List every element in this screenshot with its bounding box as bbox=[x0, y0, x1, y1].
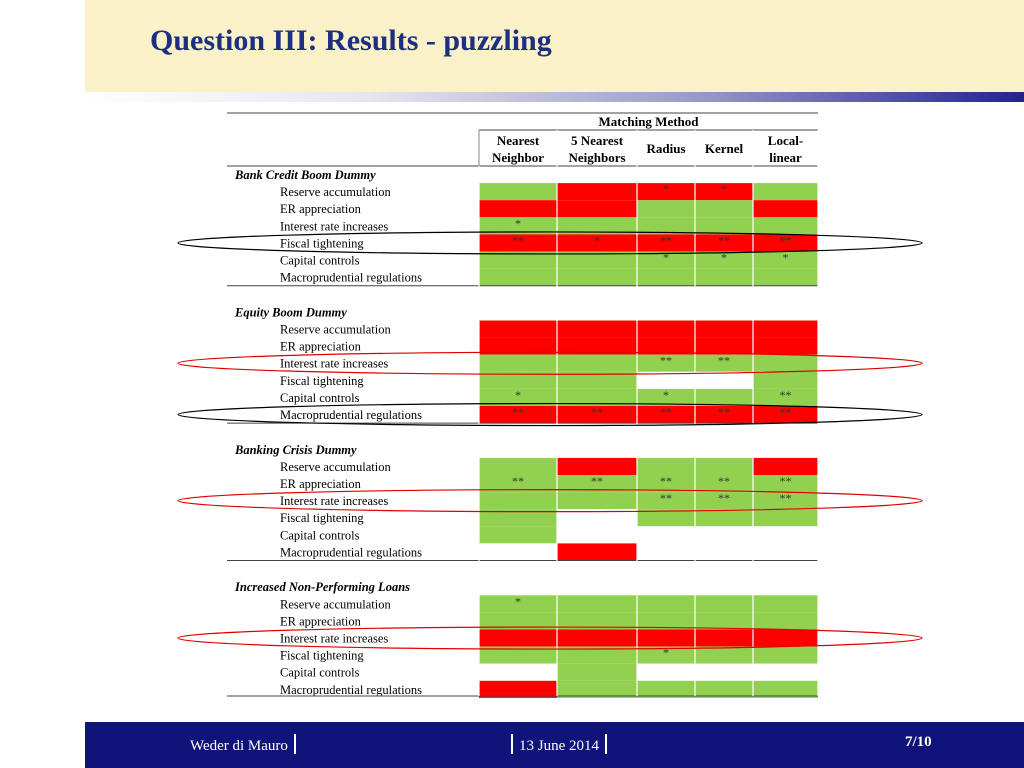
footer-separator bbox=[605, 734, 607, 754]
result-cell bbox=[637, 681, 695, 698]
result-cell bbox=[557, 458, 637, 475]
row-label: ER appreciation bbox=[280, 477, 361, 491]
result-cell bbox=[479, 200, 557, 217]
result-cell bbox=[479, 526, 557, 543]
significance-stars: * bbox=[782, 250, 789, 265]
significance-stars: * bbox=[663, 250, 669, 265]
significance-stars: ** bbox=[660, 405, 672, 419]
row-label: Fiscal tightening bbox=[280, 648, 364, 663]
result-cell bbox=[695, 269, 753, 286]
method-header-1: Nearest bbox=[496, 133, 540, 148]
significance-stars: ** bbox=[718, 491, 730, 506]
result-cell bbox=[753, 183, 818, 200]
result-cell bbox=[695, 372, 753, 389]
result-cell bbox=[557, 183, 637, 200]
significance-stars: ** bbox=[779, 387, 792, 402]
significance-stars: ** bbox=[512, 405, 524, 419]
result-cell bbox=[695, 612, 753, 629]
result-cell bbox=[637, 458, 695, 475]
result-cell bbox=[479, 355, 557, 372]
result-cell bbox=[695, 647, 753, 664]
result-cell bbox=[557, 630, 637, 647]
result-cell bbox=[753, 630, 818, 647]
result-cell bbox=[753, 595, 818, 612]
result-cell bbox=[695, 458, 753, 475]
result-cell bbox=[753, 664, 818, 681]
result-cell bbox=[557, 595, 637, 612]
result-cell bbox=[695, 630, 753, 647]
result-cell bbox=[557, 681, 637, 698]
result-cell bbox=[557, 492, 637, 509]
result-cell bbox=[753, 647, 818, 664]
significance-stars: * bbox=[721, 182, 727, 197]
result-cell bbox=[753, 321, 818, 338]
result-cell bbox=[753, 681, 818, 698]
row-label: Interest rate increases bbox=[280, 356, 389, 371]
significance-stars: ** bbox=[591, 405, 603, 419]
result-cell bbox=[695, 526, 753, 543]
row-label: Fiscal tightening bbox=[280, 373, 364, 388]
result-cell bbox=[479, 543, 557, 560]
row-label: ER appreciation bbox=[280, 202, 361, 217]
significance-stars: ** bbox=[718, 353, 730, 368]
footer-bar bbox=[85, 722, 1024, 768]
result-cell bbox=[695, 509, 753, 526]
result-cell bbox=[753, 526, 818, 543]
section-title: Bank Credit Boom Dummy bbox=[235, 168, 376, 182]
method-header-4: Kernel bbox=[704, 141, 744, 156]
footer-author: Weder di Mauro bbox=[190, 734, 302, 755]
result-cell bbox=[753, 543, 818, 560]
result-cell bbox=[557, 526, 637, 543]
row-label: Macroprudential regulations bbox=[280, 408, 422, 422]
row-label: Fiscal tightening bbox=[280, 511, 364, 526]
result-cell bbox=[557, 200, 637, 217]
row-label: Macroprudential regulations bbox=[280, 270, 422, 285]
result-cell bbox=[557, 355, 637, 372]
method-header-3: Radius bbox=[646, 141, 686, 156]
result-cell bbox=[637, 543, 695, 560]
result-cell bbox=[557, 664, 637, 681]
result-cell bbox=[479, 630, 557, 647]
significance-stars: ** bbox=[591, 474, 603, 488]
row-label: Interest rate increases bbox=[280, 631, 389, 646]
significance-stars: * bbox=[663, 645, 669, 660]
result-cell bbox=[479, 681, 557, 698]
result-cell bbox=[695, 200, 753, 217]
result-cell bbox=[637, 269, 695, 286]
result-cell bbox=[753, 355, 818, 372]
row-label: Capital controls bbox=[280, 528, 360, 543]
significance-stars: ** bbox=[660, 474, 672, 488]
result-cell bbox=[637, 664, 695, 681]
significance-stars: ** bbox=[660, 353, 672, 368]
row-label: Capital controls bbox=[280, 665, 360, 680]
result-cell bbox=[753, 338, 818, 355]
row-label: Reserve accumulation bbox=[280, 322, 391, 337]
result-cell bbox=[753, 269, 818, 286]
result-cell bbox=[479, 183, 557, 200]
result-cell bbox=[695, 338, 753, 355]
footer-date: 13 June 2014 bbox=[505, 734, 613, 755]
result-cell bbox=[695, 664, 753, 681]
significance-stars: * bbox=[515, 216, 521, 231]
result-cell bbox=[753, 458, 818, 475]
result-cell bbox=[637, 200, 695, 217]
method-header-2: 5 Nearest bbox=[570, 133, 624, 148]
result-cell bbox=[637, 595, 695, 612]
significance-stars: ** bbox=[512, 474, 524, 488]
result-cell bbox=[753, 372, 818, 389]
row-label: Capital controls bbox=[280, 390, 360, 405]
result-cell bbox=[637, 321, 695, 338]
significance-stars: ** bbox=[779, 233, 792, 248]
significance-stars: * bbox=[515, 594, 521, 609]
row-label: Reserve accumulation bbox=[280, 459, 391, 474]
row-label: Interest rate increases bbox=[280, 494, 389, 509]
significance-stars: ** bbox=[512, 233, 524, 248]
result-cell bbox=[637, 630, 695, 647]
row-label: ER appreciation bbox=[280, 339, 361, 354]
matching-method-header: Matching Method bbox=[598, 114, 699, 129]
row-label: Fiscal tightening bbox=[280, 236, 364, 251]
section-title: Banking Crisis Dummy bbox=[235, 442, 357, 457]
result-cell bbox=[695, 595, 753, 612]
method-header-1: Neighbor bbox=[492, 150, 544, 165]
section-title: Increased Non-Performing Loans bbox=[235, 580, 411, 595]
result-cell bbox=[695, 543, 753, 560]
result-cell bbox=[753, 509, 818, 526]
significance-stars: * bbox=[721, 250, 727, 265]
row-label: Interest rate increases bbox=[280, 219, 389, 234]
significance-stars: * bbox=[663, 182, 669, 197]
footer-page-number: 7/10 bbox=[905, 734, 932, 750]
result-cell bbox=[479, 664, 557, 681]
result-cell bbox=[753, 217, 818, 234]
footer-separator bbox=[511, 734, 513, 754]
row-label: Reserve accumulation bbox=[280, 597, 391, 612]
row-label: Macroprudential regulations bbox=[280, 545, 422, 560]
significance-stars: ** bbox=[779, 491, 792, 506]
significance-stars: * bbox=[515, 387, 521, 402]
significance-stars: ** bbox=[660, 233, 672, 248]
result-cell bbox=[695, 217, 753, 234]
significance-stars: ** bbox=[718, 405, 730, 419]
row-label: Capital controls bbox=[280, 253, 360, 268]
significance-stars: ** bbox=[660, 491, 672, 506]
result-cell bbox=[753, 612, 818, 629]
footer-separator bbox=[294, 734, 296, 754]
result-cell bbox=[695, 321, 753, 338]
result-cell bbox=[695, 681, 753, 698]
result-cell bbox=[557, 543, 637, 560]
row-label: Reserve accumulation bbox=[280, 185, 391, 200]
significance-stars: ** bbox=[779, 405, 792, 419]
significance-stars: * bbox=[663, 387, 669, 402]
result-cell bbox=[557, 269, 637, 286]
slide-title: Question III: Results - puzzling bbox=[150, 24, 552, 57]
result-cell bbox=[479, 458, 557, 475]
result-cell bbox=[557, 321, 637, 338]
result-cell bbox=[753, 200, 818, 217]
method-header-2: Neighbors bbox=[568, 150, 626, 165]
method-header-5: Local- bbox=[767, 133, 804, 148]
result-cell bbox=[479, 492, 557, 509]
result-cell bbox=[637, 526, 695, 543]
significance-stars: * bbox=[594, 233, 600, 248]
row-label: Macroprudential regulations bbox=[280, 682, 422, 697]
significance-stars: ** bbox=[718, 233, 730, 248]
result-cell bbox=[479, 269, 557, 286]
section-title: Equity Boom Dummy bbox=[235, 305, 347, 320]
result-cell bbox=[479, 321, 557, 338]
significance-stars: ** bbox=[718, 474, 730, 488]
result-cell bbox=[695, 389, 753, 406]
method-header-5: linear bbox=[769, 150, 802, 165]
significance-stars: ** bbox=[779, 474, 792, 488]
row-label: ER appreciation bbox=[280, 614, 361, 629]
